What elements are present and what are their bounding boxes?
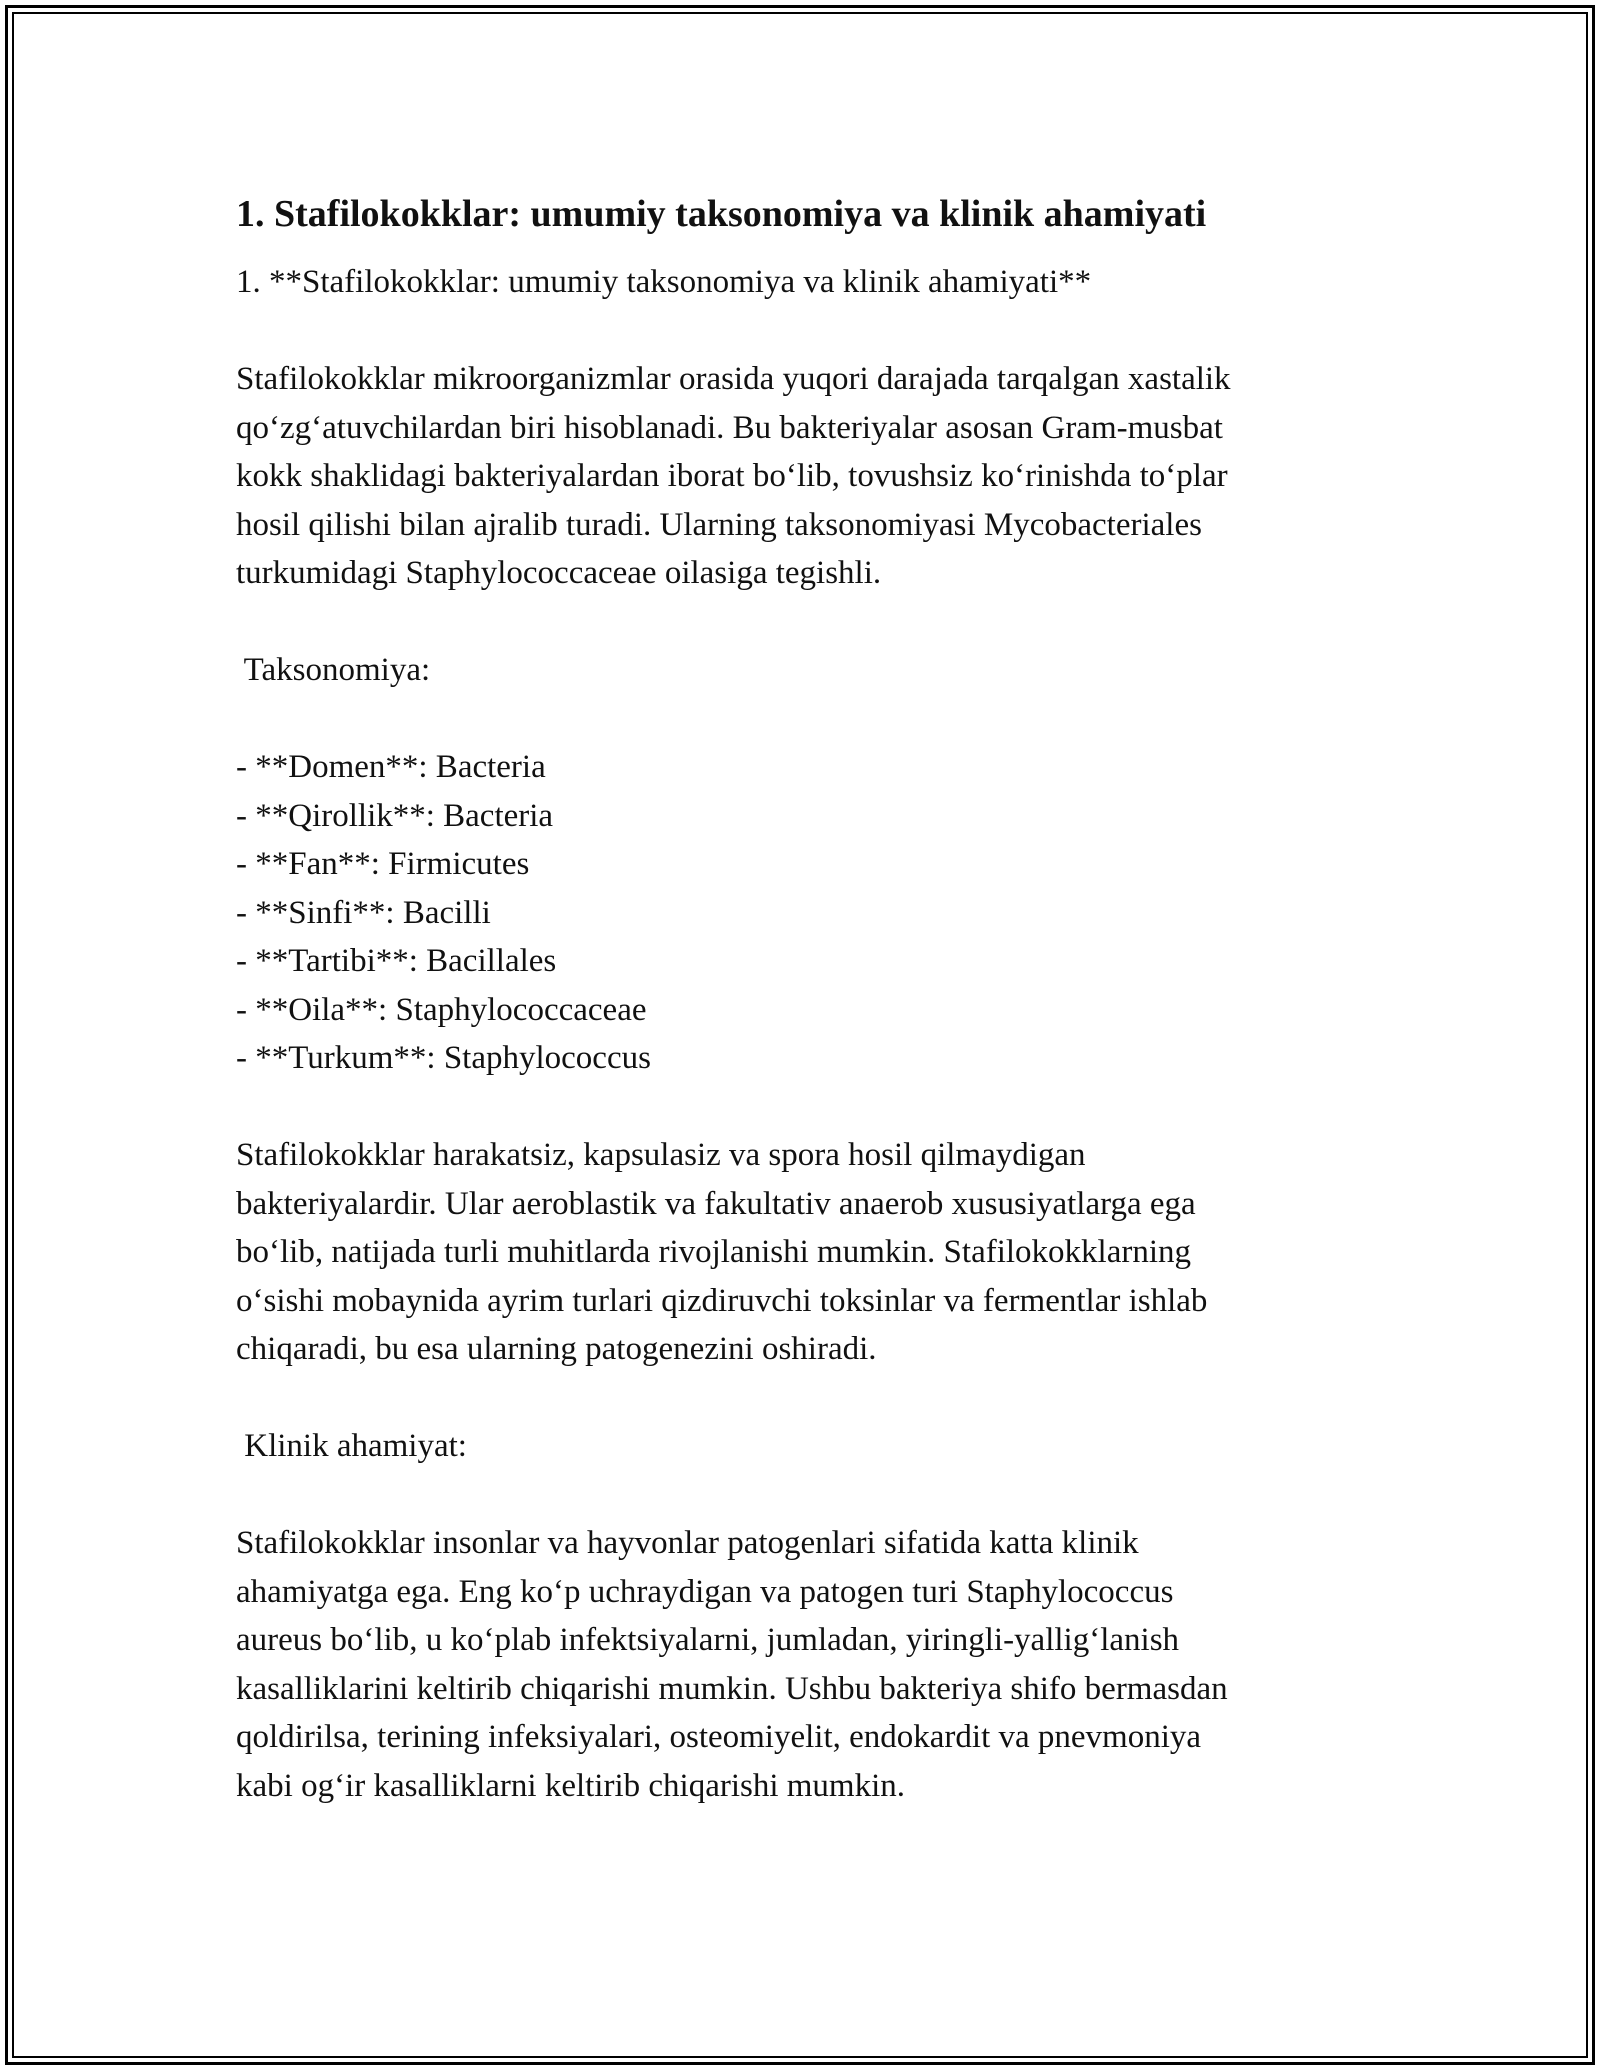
taxonomy-list xyxy=(236,743,1376,1083)
list-item: - **Sinfi**: Bacilli xyxy=(236,894,491,931)
paragraph-line: chiqaradi, bu esa ularning patogenezini oshiradi. xyxy=(236,1331,877,1367)
subtitle-line: 1. **Stafilokokklar: umumiy taksonomiya va klinik ahamiyati** xyxy=(236,264,1092,300)
document-title: 1. Stafilokokklar: umumiy taksonomiya va klinik ahamiyati xyxy=(236,193,1207,235)
paragraph-line: kasalliklarini keltirib chiqarishi mumkin. Ushbu bakteriya shifo bermasdan xyxy=(236,1670,1228,1707)
clinical-paragraph xyxy=(236,1519,1376,1810)
list-item: - **Turkum**: Staphylococcus xyxy=(236,1040,651,1076)
paragraph-line: kokk shaklidagi bakteriyalardan iborat bo‘lib, tovushsiz ko‘rinishda to‘plar xyxy=(236,458,1228,494)
paragraph-line: hosil qilishi bilan ajralib turadi. Ularning taksonomiyasi Mycobacteriales xyxy=(236,506,1202,543)
paragraph-line: Stafilokokklar insonlar va hayvonlar patogenlari sifatida katta klinik xyxy=(236,1525,1139,1561)
properties-paragraph xyxy=(236,1131,1376,1374)
paragraph-line: o‘sishi mobaynida ayrim turlari qizdiruvchi toksinlar va fermentlar ishlab xyxy=(236,1282,1208,1319)
list-item: - **Tartibi**: Bacillales xyxy=(236,943,557,979)
paragraph-line: ahamiyatga ega. Eng ko‘p uchraydigan va patogen turi Staphylococcus xyxy=(236,1573,1174,1610)
paragraph-line: Stafilokokklar mikroorganizmlar orasida yuqori darajada tarqalgan xastalik xyxy=(236,361,1231,397)
document-body xyxy=(236,188,1376,1810)
paragraph-line: bo‘lib, natijada turli muhitlarda rivojlanishi mumkin. Stafilokokklarning xyxy=(236,1234,1192,1270)
list-item: - **Oila**: Staphylococcaceae xyxy=(236,991,647,1028)
paragraph-line: turkumidagi Staphylococcaceae oilasiga tegishli. xyxy=(236,555,882,591)
intro-paragraph xyxy=(236,355,1376,598)
list-item: - **Domen**: Bacteria xyxy=(236,749,546,785)
paragraph-line: bakteriyalardir. Ular aeroblastik va fakultativ anaerob xususiyatlarga ega xyxy=(236,1185,1196,1222)
list-item: - **Fan**: Firmicutes xyxy=(236,846,530,882)
paragraph-line: Stafilokokklar harakatsiz, kapsulasiz va spora hosil qilmaydigan xyxy=(236,1137,1086,1173)
list-item: - **Qirollik**: Bacteria xyxy=(236,797,554,834)
paragraph-line: kabi og‘ir kasalliklarni keltirib chiqarishi mumkin. xyxy=(236,1767,906,1804)
paragraph-line: aureus bo‘lib, u ko‘plab infektsiyalarni, jumladan, yiringli-yallig‘lanish xyxy=(236,1622,1180,1658)
clinical-heading: Klinik ahamiyat: xyxy=(236,1428,467,1464)
taxonomy-heading: Taksonomiya: xyxy=(236,652,431,688)
paragraph-line: qo‘zg‘atuvchilardan biri hisoblanadi. Bu bakteriyalar asosan Gram-musbat xyxy=(236,409,1223,446)
paragraph-line: qoldirilsa, terining infeksiyalari, osteomiyelit, endokardit va pnevmoniya xyxy=(236,1719,1202,1755)
